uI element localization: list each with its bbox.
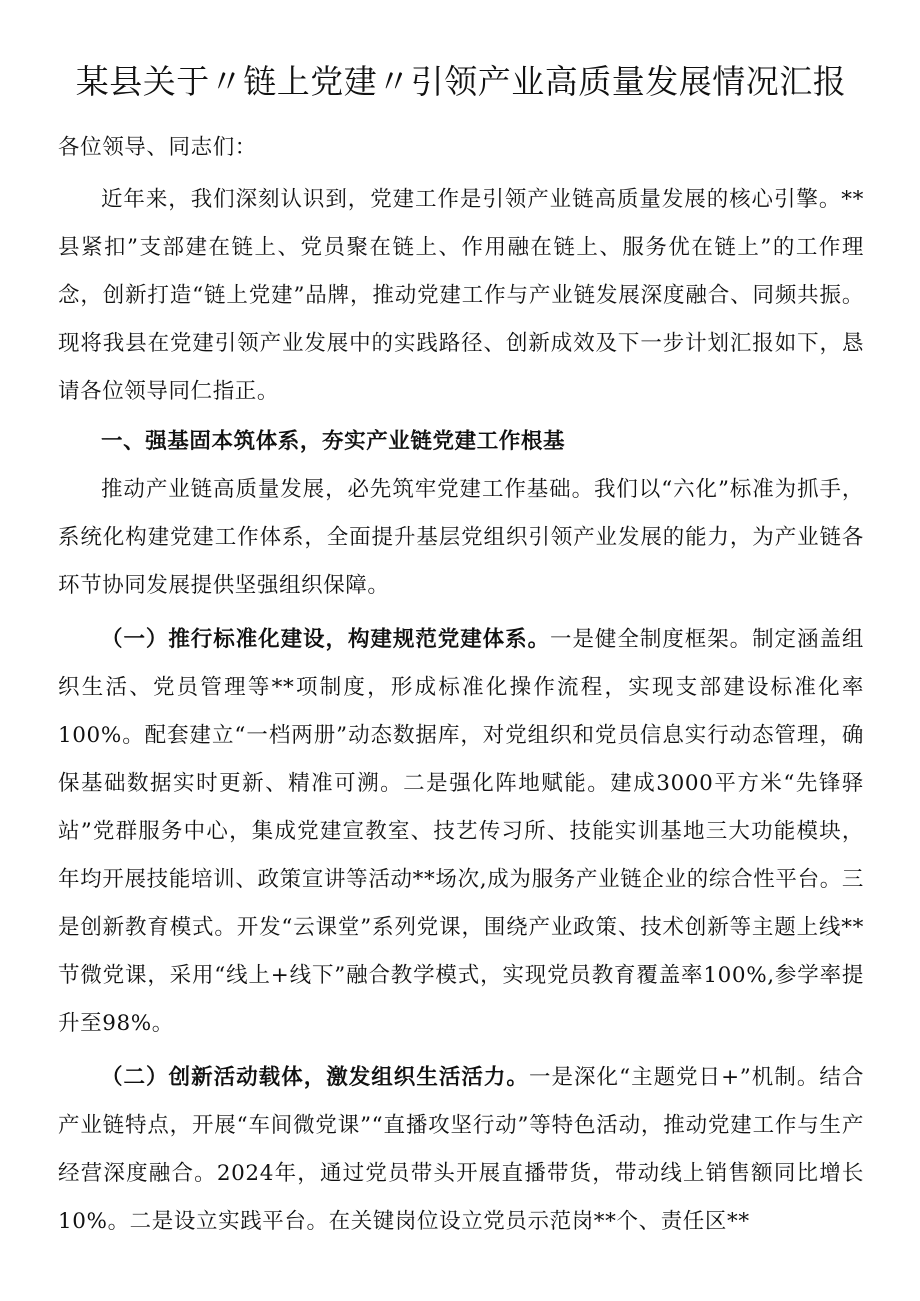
section-heading-1: 一、强基固本筑体系，夯实产业链党建工作根基: [101, 429, 566, 454]
document-title: 某县关于〃链上党建〃引领产业高质量发展情况汇报: [75, 62, 847, 101]
subsection-2-body: 一是深化“主题党日+”机制。结合产业链特点，开展“车间微党课”“直播攻坚行动”等特色活动，推动党建工作与生产经营深度融合。2024年，通过党员带头开展直播带货，带动线上销售额同比增长10%。二是设立实践平台。在关键岗位设立党员示范岗**个、责任区**: [58, 1065, 865, 1234]
subsection-2-lead: （二）创新活动载体，激发组织生活活力。: [101, 1065, 529, 1090]
subsection-1-lead: （一）推行标准化建设，构建规范党建体系。: [101, 627, 551, 652]
subsection-1-paragraph: [58, 616, 864, 1048]
intro-paragraph: 近年来，我们深刻认识到，党建工作是引领产业链高质量发展的核心引擎。**县紧扣”支部建在链上、党员聚在链上、作用融在链上、服务优在链上”的工作理念，创新打造“链上党建”品牌，推动党建工作与产业链发展深度融合、同频共振。现将我县在党建引领产业发展中的实践路径、创新成效及下一步计划汇报如下，恳请各位领导同仁指正。: [58, 187, 864, 404]
subsection-1-body: 一是健全制度框架。制定涵盖组织生活、党员管理等**项制度，形成标准化操作流程，实现支部建设标准化率100%。配套建立“一档两册”动态数据库，对党组织和党员信息实行动态管理，确保基础数据实时更新、精准可溯。二是强化阵地赋能。建成3000平方米“先锋驿站”党群服务中心，集成党建宣教室、技艺传习所、技能实训基地三大功能模块，年均开展技能培训、政策宣讲等活动**场次,成为服务产业链企业的综合性平台。三是创新教育模式。开发“云课堂”系列党课，围绕产业政策、技术创新等主题上线**节微党课，采用“线上+线下”融合教学模式，实现党员教育覆盖率100%,参学率提升至98%。: [58, 627, 864, 1036]
subsection-2-paragraph: [58, 1054, 864, 1246]
salutation: 各位领导、同志们：: [58, 135, 257, 160]
section-1-intro-paragraph: 推动产业链高质量发展，必先筑牢党建工作基础。我们以“六化”标准为抓手，系统化构建党建工作体系，全面提升基层党组织引领产业发展的能力，为产业链各环节协同发展提供坚强组织保障。: [58, 477, 864, 598]
